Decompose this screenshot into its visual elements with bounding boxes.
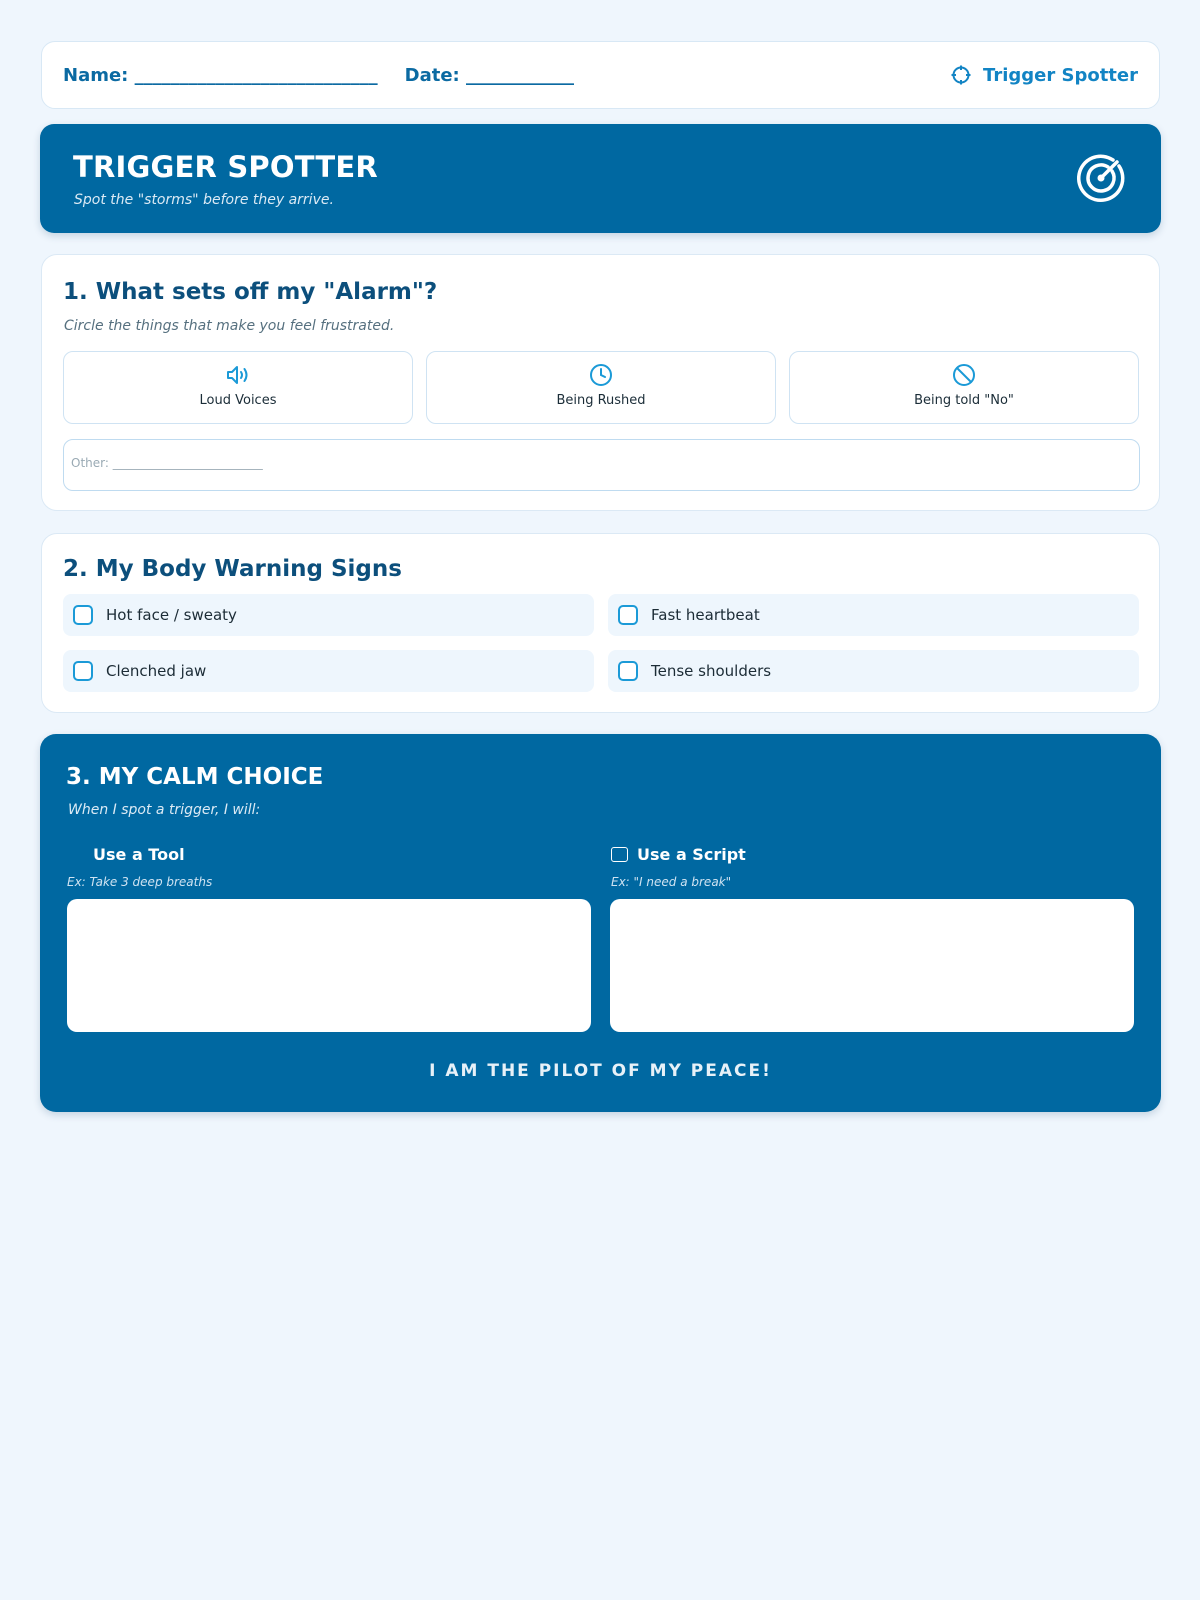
- motto: I AM THE PILOT OF MY PEACE!: [429, 1061, 772, 1081]
- checkbox[interactable]: [618, 661, 638, 681]
- info-bar: [41, 41, 1160, 109]
- script-answer-box[interactable]: [610, 899, 1134, 1032]
- tool-answer-box[interactable]: [67, 899, 591, 1032]
- checkbox[interactable]: [618, 605, 638, 625]
- radar-icon: [1075, 152, 1127, 204]
- trigger-being-told-no[interactable]: [789, 351, 1139, 424]
- speaker-icon: [225, 363, 251, 387]
- option-use-tool[interactable]: [93, 845, 185, 864]
- body-sign-item[interactable]: [608, 650, 1139, 692]
- trigger-loud-voices[interactable]: [63, 351, 413, 424]
- option-label: Use a Tool: [93, 845, 185, 864]
- date-field[interactable]: Date: ____________: [404, 64, 575, 86]
- checkbox[interactable]: [73, 661, 93, 681]
- trigger-label: Loud Voices: [199, 393, 277, 408]
- trigger-being-rushed[interactable]: [426, 351, 776, 424]
- body-sign-label: Tense shoulders: [651, 662, 772, 680]
- option-label: Use a Script: [637, 845, 746, 864]
- body-sign-label: Clenched jaw: [106, 662, 207, 680]
- crosshair-icon: [951, 65, 971, 85]
- checkbox[interactable]: [73, 605, 93, 625]
- ban-icon: [952, 363, 976, 387]
- brand-label: Trigger Spotter: [983, 64, 1138, 86]
- other-trigger-field[interactable]: Other: _________________________: [63, 439, 1140, 491]
- name-field[interactable]: Name: ___________________________: [63, 64, 378, 86]
- page-title: TRIGGER SPOTTER: [73, 150, 378, 184]
- option-example: Ex: "I need a break": [611, 875, 732, 889]
- clock-icon: [589, 363, 613, 387]
- alarm-hint: Circle the things that make you feel frustrated.: [64, 318, 395, 334]
- trigger-label: Being told "No": [914, 393, 1014, 408]
- body-signs-section: [41, 533, 1160, 713]
- calm-choice-section: [40, 734, 1161, 1112]
- calm-subtitle: When I spot a trigger, I will:: [68, 802, 261, 818]
- option-example: Ex: Take 3 deep breaths: [67, 875, 213, 889]
- brand: [951, 65, 1138, 86]
- trigger-label: Being Rushed: [556, 393, 646, 408]
- checkbox[interactable]: [611, 847, 628, 862]
- body-sign-item[interactable]: [608, 594, 1139, 636]
- hero-banner: [40, 124, 1161, 233]
- section-heading-calm: 3. MY CALM CHOICE: [66, 764, 324, 790]
- body-sign-item[interactable]: [63, 650, 594, 692]
- body-sign-label: Fast heartbeat: [651, 606, 760, 624]
- body-sign-label: Hot face / sweaty: [106, 606, 237, 624]
- section-heading-alarm: 1. What sets off my "Alarm"?: [63, 279, 438, 305]
- page-subtitle: Spot the "storms" before they arrive.: [74, 192, 334, 208]
- body-sign-item[interactable]: [63, 594, 594, 636]
- section-heading-body-signs: 2. My Body Warning Signs: [63, 556, 402, 582]
- option-use-script[interactable]: [611, 845, 746, 864]
- alarm-section: [41, 254, 1160, 511]
